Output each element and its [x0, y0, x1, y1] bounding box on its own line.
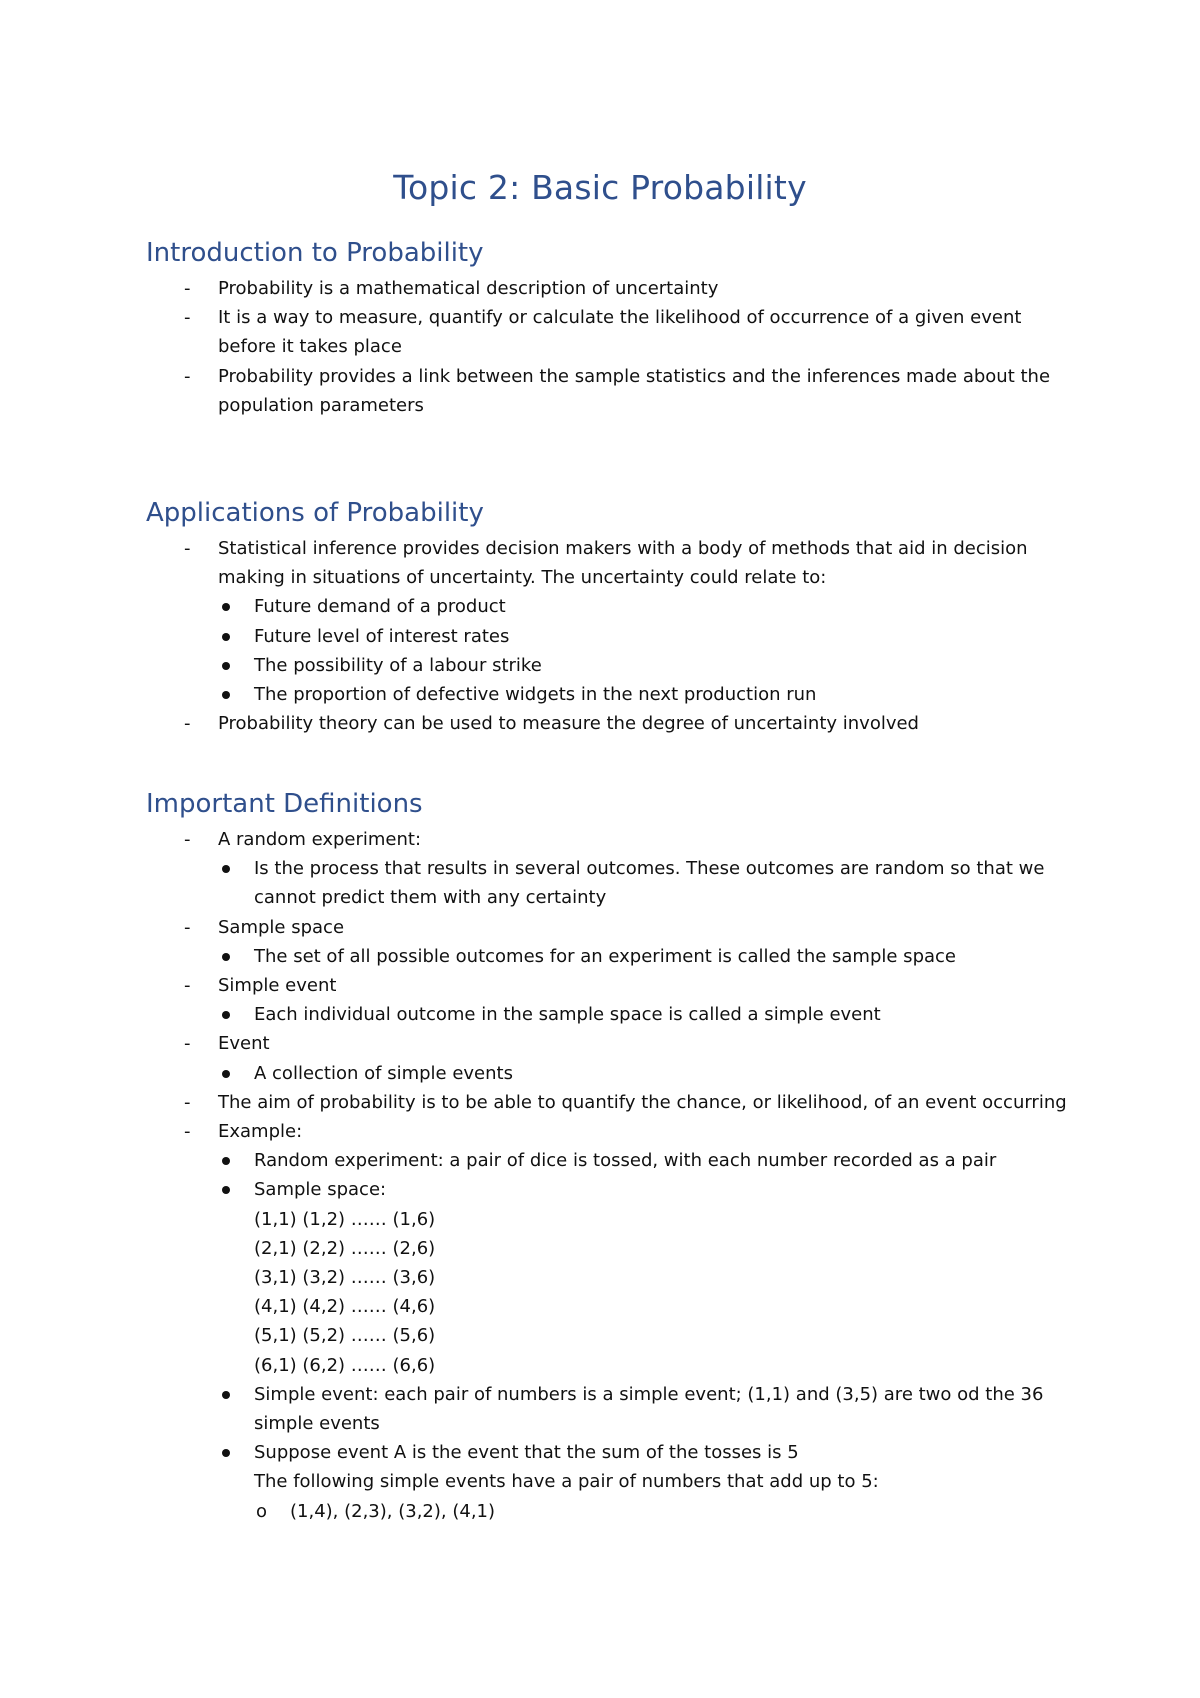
example-bullets	[218, 1146, 1076, 1526]
sub-bullet-item: o (1,4), (2,3), (3,2), (4,1)	[218, 1497, 1076, 1526]
bullet-item: The set of all possible outcomes for an experiment is called the sample space	[218, 942, 1076, 971]
bullet-icon	[222, 691, 230, 699]
list-item: - Probability theory can be used to measure the degree of uncertainty involved	[184, 713, 919, 735]
bullet-icon	[222, 1157, 230, 1165]
bullet-item: The proportion of defective widgets in the next production run	[218, 680, 1076, 709]
sample-space-row: (2,1) (2,2) …… (2,6)	[254, 1237, 436, 1259]
page-title: Topic 2: Basic Probability	[393, 168, 807, 207]
bullet-icon	[222, 1186, 230, 1194]
bullet-icon	[222, 633, 230, 641]
list-item: - Simple event Each individual outcome in the sample space is called a simple event	[146, 971, 1076, 1029]
applications-list	[146, 534, 1076, 738]
sample-space-row: (6,1) (6,2) …… (6,6)	[254, 1354, 436, 1376]
list-item: - Event A collection of simple events	[146, 1029, 1076, 1087]
intro-list	[146, 274, 1076, 420]
bullet-item: Random experiment: a pair of dice is tossed, with each number recorded as a pair	[218, 1146, 1076, 1175]
list-item: - It is a way to measure, quantify or calculate the likelihood of occurrence of a given event before it takes place	[184, 307, 1022, 358]
list-item: - Probability provides a link between the sample statistics and the inferences made about the population parameters	[184, 365, 1051, 416]
section-definitions	[146, 787, 1076, 1526]
bullet-icon	[222, 603, 230, 611]
bullet-item: Each individual outcome in the sample space is called a simple event	[218, 1000, 1076, 1029]
heading-applications: Applications of Probability	[146, 498, 484, 528]
list-item: - A random experiment: Is the process that results in several outcomes. These outcomes are random so that we cannot predict them with any certainty	[146, 825, 1076, 913]
bullet-item: Future demand of a product	[218, 592, 1076, 621]
bullet-item: Future level of interest rates	[218, 622, 1076, 651]
bullet-icon	[222, 953, 230, 961]
list-item: - Sample space The set of all possible outcomes for an experiment is called the sample space	[146, 913, 1076, 971]
section-introduction	[146, 236, 1076, 420]
heading-introduction: Introduction to Probability	[146, 238, 484, 268]
bullet-icon	[222, 662, 230, 670]
bullet-item: Simple event: each pair of numbers is a simple event; (1,1) and (3,5) are two od the 36 simple events	[218, 1380, 1076, 1438]
bullet-item: Is the process that results in several outcomes. These outcomes are random so that we cannot predict them with any certainty	[218, 854, 1076, 912]
sample-space-row: (5,1) (5,2) …… (5,6)	[254, 1325, 436, 1347]
bullet-item: The possibility of a labour strike	[218, 651, 1076, 680]
bullet-icon	[222, 1011, 230, 1019]
list-item: - The aim of probability is to be able to quantify the chance, or likelihood, of an event occurring	[184, 1091, 1067, 1113]
circle-bullet-icon: o	[256, 1500, 268, 1522]
bullet-icon	[222, 1449, 230, 1457]
bullet-icon	[222, 865, 230, 873]
list-item: - Probability is a mathematical description of uncertainty	[184, 278, 719, 299]
heading-definitions: Important Definitions	[146, 789, 423, 819]
sample-space-row: (4,1) (4,2) …… (4,6)	[254, 1296, 436, 1318]
bullet-icon	[222, 1070, 230, 1078]
list-item: - Statistical inference provides decision makers with a body of methods that aid in decision making in situations of uncertainty. The uncertainty could relate to: Future demand of a product Future level of interest rates The possibility of a labour strike The proportion of defective widgets in the next production run	[146, 534, 1076, 709]
bullet-icon	[222, 1391, 230, 1399]
sample-space-row: (3,1) (3,2) …… (3,6)	[254, 1267, 436, 1289]
definitions-list	[146, 825, 1076, 1526]
bullet-item: A collection of simple events	[218, 1059, 1076, 1088]
uncertainty-bullets	[218, 592, 1076, 709]
bullet-item: Sample space: (1,1) (1,2) …… (1,6) (2,1) (2,2) …… (2,6) (3,1) (3,2) …… (3,6) (4,1) (4,2) …… (4,6) (5,1) (5,2) …… (5,6) (6,1) (6,2) …… (6,6)	[218, 1175, 1076, 1379]
sample-space-row: (1,1) (1,2) …… (1,6)	[254, 1208, 436, 1230]
bullet-item: Suppose event A is the event that the sum of the tosses is 5 The following simple events have a pair of numbers that add up to 5: o (1,4), (2,3), (3,2), (4,1)	[218, 1438, 1076, 1526]
list-item: - Example: Random experiment: a pair of dice is tossed, with each number recorded as a pair Sample space: (1,1) (1,2) …… (1,6) (2,1) (2,2) …… (2,6) (3,1) (3,2) …… (3,6) (4,1) (4,2) …… (4,6) (5,1) (5,2) …… (5,6) (6,1) (6,2) …… (6,6) Simple event: each pair of numbers is a simple event; (1,1) and (3,5) are two od the 36 simple events Suppose event A is the event that the sum of the tosses is 5 The following simple events have a pair of numbers that add up to 5: o (1,4), (2,3), (3,2), (4,1)	[146, 1117, 1076, 1526]
section-applications	[146, 496, 1076, 738]
